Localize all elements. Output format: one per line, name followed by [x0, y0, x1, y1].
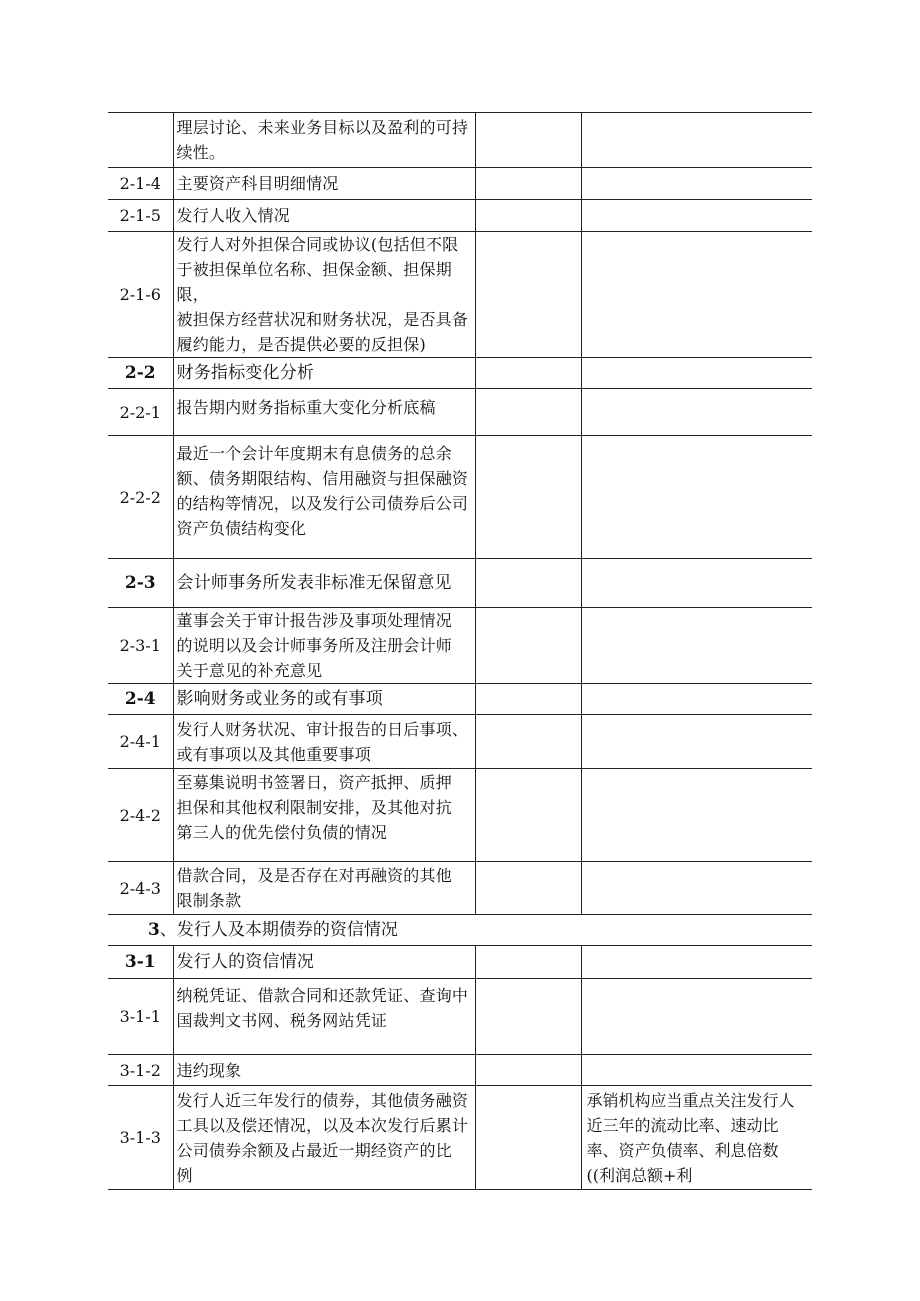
row-check-cell	[475, 715, 581, 769]
row-number: 2-4-2	[108, 769, 173, 862]
row-item: 董事会关于审计报告涉及事项处理情况 的说明以及会计师事务所及注册会计师 关于意见的补充意见	[173, 608, 475, 684]
section-title: 影响财务或业务的或有事项	[173, 684, 475, 715]
row-item: 发行人财务状况、审计报告的日后事项、 或有事项以及其他重要事项	[173, 715, 475, 769]
row-item: 主要资产科目明细情况	[173, 168, 475, 200]
row-note	[581, 232, 812, 358]
row-check-cell	[475, 168, 581, 200]
row-check-cell	[475, 608, 581, 684]
row-check-cell	[475, 979, 581, 1055]
section-row	[108, 946, 812, 979]
row-check-cell	[475, 113, 581, 168]
table-row	[108, 608, 812, 684]
row-note	[581, 769, 812, 862]
row-item: 违约现象	[173, 1055, 475, 1086]
row-note	[581, 168, 812, 200]
row-number: 3-1-3	[108, 1086, 173, 1190]
table-row	[108, 389, 812, 436]
table-row	[108, 862, 812, 915]
row-number: 2-1-4	[108, 168, 173, 200]
section-heading-number: 3	[148, 919, 160, 940]
section-row	[108, 684, 812, 715]
table-row	[108, 715, 812, 769]
table-row	[108, 1086, 812, 1190]
row-number: 2-3-1	[108, 608, 173, 684]
row-check-cell	[475, 389, 581, 436]
table-row	[108, 1055, 812, 1086]
row-item: 最近一个会计年度期末有息债务的总余 额、债务期限结构、信用融资与担保融资 的结构等情况，以及发行公司债券后公司 资产负债结构变化	[173, 436, 475, 559]
row-item: 借款合同，及是否存在对再融资的其他 限制条款	[173, 862, 475, 915]
row-note	[581, 1055, 812, 1086]
section-heading-row	[108, 915, 812, 946]
row-number: 2-4-3	[108, 862, 173, 915]
row-number: 2-1-5	[108, 200, 173, 232]
row-number: 2-2-2	[108, 436, 173, 559]
row-item: 纳税凭证、借款合同和还款凭证、查询中 国裁判文书网、税务网站凭证	[173, 979, 475, 1055]
row-note	[581, 946, 812, 979]
row-note: 承销机构应当重点关注发行人 近三年的流动比率、速动比 率、资产负债率、利息倍数 ((利润总额+利	[581, 1086, 812, 1190]
row-note	[581, 715, 812, 769]
table-row	[108, 232, 812, 358]
row-number: 3-1-1	[108, 979, 173, 1055]
row-number	[108, 113, 173, 168]
section-heading-text: 、发行人及本期债券的资信情况	[159, 919, 398, 940]
row-number: 2-2-1	[108, 389, 173, 436]
row-check-cell	[475, 1086, 581, 1190]
row-note	[581, 113, 812, 168]
row-item: 发行人收入情况	[173, 200, 475, 232]
row-check-cell	[475, 769, 581, 862]
due-diligence-table	[108, 112, 812, 1190]
row-number: 3-1-2	[108, 1055, 173, 1086]
row-item: 发行人对外担保合同或协议(包括但不限 于被担保单位名称、担保金额、担保期限， 被担保方经营状况和财务状况，是否具备 履约能力，是否提供必要的反担保)	[173, 232, 475, 358]
section-number: 2-4	[108, 684, 173, 715]
section-number: 2-3	[108, 559, 173, 608]
row-check-cell	[475, 358, 581, 389]
row-item: 发行人近三年发行的债券，其他债务融资 工具以及偿还情况，以及本次发行后累计 公司债券余额及占最近一期经资产的比 例	[173, 1086, 475, 1190]
section-number: 3-1	[108, 946, 173, 979]
row-note	[581, 862, 812, 915]
section-title: 财务指标变化分析	[173, 358, 475, 389]
row-check-cell	[475, 559, 581, 608]
section-row	[108, 358, 812, 389]
row-check-cell	[475, 862, 581, 915]
table-row	[108, 436, 812, 559]
table-row	[108, 113, 812, 168]
table-row	[108, 200, 812, 232]
row-check-cell	[475, 684, 581, 715]
row-note	[581, 608, 812, 684]
row-note	[581, 389, 812, 436]
row-item: 理层讨论、未来业务目标以及盈利的可持 续性。	[173, 113, 475, 168]
section-heading	[108, 915, 812, 946]
section-title: 会计师事务所发表非标准无保留意见	[173, 559, 475, 608]
row-item: 报告期内财务指标重大变化分析底稿	[173, 389, 475, 436]
row-check-cell	[475, 436, 581, 559]
row-note	[581, 559, 812, 608]
row-number: 2-4-1	[108, 715, 173, 769]
row-check-cell	[475, 232, 581, 358]
section-row	[108, 559, 812, 608]
section-number: 2-2	[108, 358, 173, 389]
table-row	[108, 769, 812, 862]
row-note	[581, 436, 812, 559]
row-check-cell	[475, 946, 581, 979]
row-check-cell	[475, 1055, 581, 1086]
row-check-cell	[475, 200, 581, 232]
row-note	[581, 358, 812, 389]
table-row	[108, 168, 812, 200]
section-title: 发行人的资信情况	[173, 946, 475, 979]
row-item: 至募集说明书签署日，资产抵押、质押 担保和其他权利限制安排，及其他对抗 第三人的优先偿付负债的情况	[173, 769, 475, 862]
row-note	[581, 684, 812, 715]
table-row	[108, 979, 812, 1055]
row-note	[581, 979, 812, 1055]
row-number: 2-1-6	[108, 232, 173, 358]
row-note	[581, 200, 812, 232]
